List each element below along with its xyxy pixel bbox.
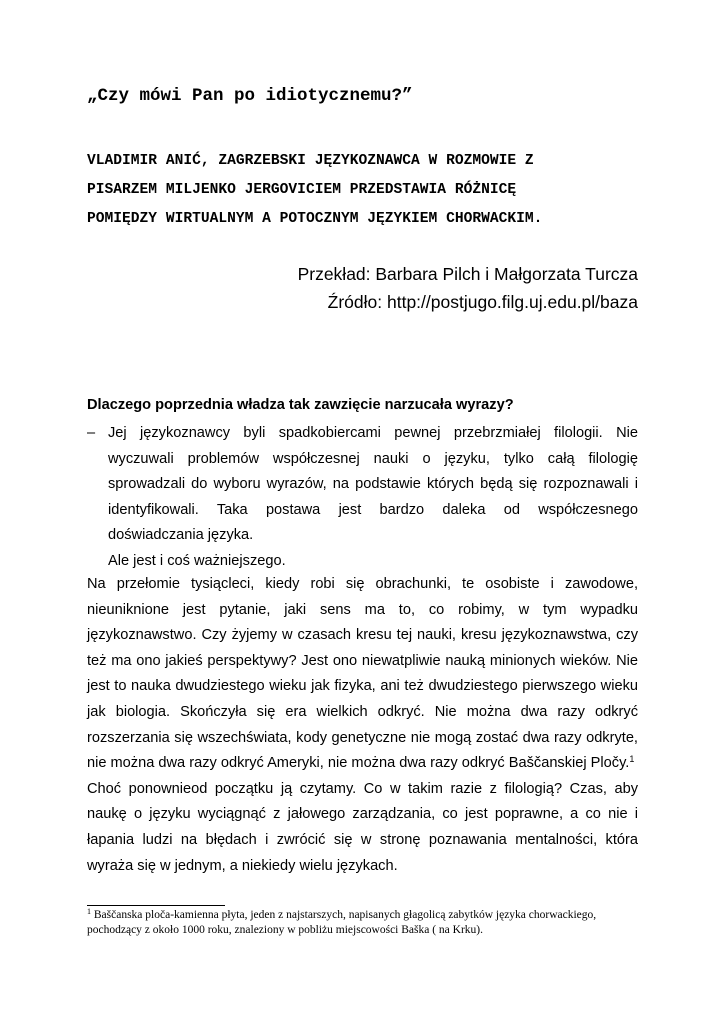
translation-credit: Przekład: Barbara Pilch i Małgorzata Turcza bbox=[297, 264, 638, 284]
body-paragraph bbox=[87, 572, 638, 879]
lead-line: VLADIMIR ANIĆ, ZAGRZEBSKI JĘZYKOZNAWCA W ROZMOWIE Z bbox=[87, 153, 534, 169]
lead-line: PISARZEM MILJENKO JERGOVICIEM PRZEDSTAWIA RÓŻNICĘ bbox=[87, 182, 517, 198]
paragraph-line: łapania ludzi na błędach i zwrócić się w stronę poznawania mentalności, która bbox=[87, 831, 638, 848]
paragraph-line: Choć ponownieod początku ją czytamy. Co w takim razie z filologią? Czas, aby bbox=[87, 780, 638, 797]
interview-answer bbox=[87, 421, 638, 575]
paragraph-line-with-ref bbox=[87, 751, 638, 777]
lead-paragraph bbox=[87, 147, 647, 234]
paragraph-line: rozszerzania się wszechświata, kody genetyczne nie mogą zostać dwa razy odkryte, bbox=[87, 729, 638, 746]
paragraph-line: też ma ono jakieś perspektywy? Jest ono niewatpliwie nauką minionych wieków. Nie bbox=[87, 652, 638, 669]
paragraph-line: wyraża się w jednym, a niekiedy wielu językach. bbox=[87, 857, 398, 874]
paragraph-line: jak biologia. Skończyła się era wielkich odkryć. Nie można dwa razy odkryć bbox=[87, 703, 638, 720]
lead-line: POMIĘDZY WIRTUALNYM A POTOCZNYM JĘZYKIEM CHORWACKIM. bbox=[87, 211, 543, 227]
interview-question: Dlaczego poprzednia władza tak zawzięcie narzucała wyrazy? bbox=[87, 397, 514, 413]
paragraph-line: naukę o języku wyciągnąć z jałowego zarządzania, co jest poprawne, a co nie i bbox=[87, 806, 638, 823]
paragraph-line: językoznawstwo. Czy żyjemy w czasach kresu tej nauki, kresu językoznawstwa, czy bbox=[87, 627, 638, 644]
footnote-text: Baščanska ploča-kamienna płyta, jeden z najstarszych, napisanych głagolicą zabytków języka chorwackiego, pochodzący z około 1000 roku, znaleziony w pobliżu miejscowości Baška ( na Krku). bbox=[87, 909, 597, 936]
paragraph-line: jest to nauka dwudziestego wieku jak fizyka, ani też dwudziestego pierwszego wieku bbox=[87, 678, 638, 695]
footnote bbox=[87, 908, 638, 938]
footnote-divider bbox=[87, 905, 225, 906]
answer-dash: – bbox=[87, 425, 96, 441]
footnote-number: 1 bbox=[87, 907, 91, 916]
footnote-reference[interactable]: 1 bbox=[629, 754, 635, 765]
source-credit: Źródło: http://postjugo.filg.uj.edu.pl/baza bbox=[327, 292, 638, 312]
paragraph-line: nieuniknione jest pytanie, jaki sens ma to, co robimy, w tym wypadku bbox=[87, 601, 638, 618]
answer-text: Jej językoznawcy byli spadkobiercami pewnej przebrzmiałej filologii. Nie wyczuwali problemów współczesnej nauki o języku, tylko całą filologię sprowadzali do wyboru wyrazów, na podstawie których będą się rozpoznawali i identyfikowali. Taka postawa jest bardzo daleka od współczesnego doświadczania języka. bbox=[108, 425, 638, 544]
paragraph-line: Na przełomie tysiącleci, kiedy robi się obrachunki, te osobiste i zawodowe, bbox=[87, 576, 638, 592]
answer-extra: Ale jest i coś ważniejszego. bbox=[108, 552, 286, 569]
paragraph-line-text: nie można dwa razy odkryć Ameryki, nie można dwa razy odkryć Baščanskiej Pločy. bbox=[87, 755, 630, 772]
document-title: „Czy mówi Pan po idiotycznemu?” bbox=[87, 86, 413, 106]
